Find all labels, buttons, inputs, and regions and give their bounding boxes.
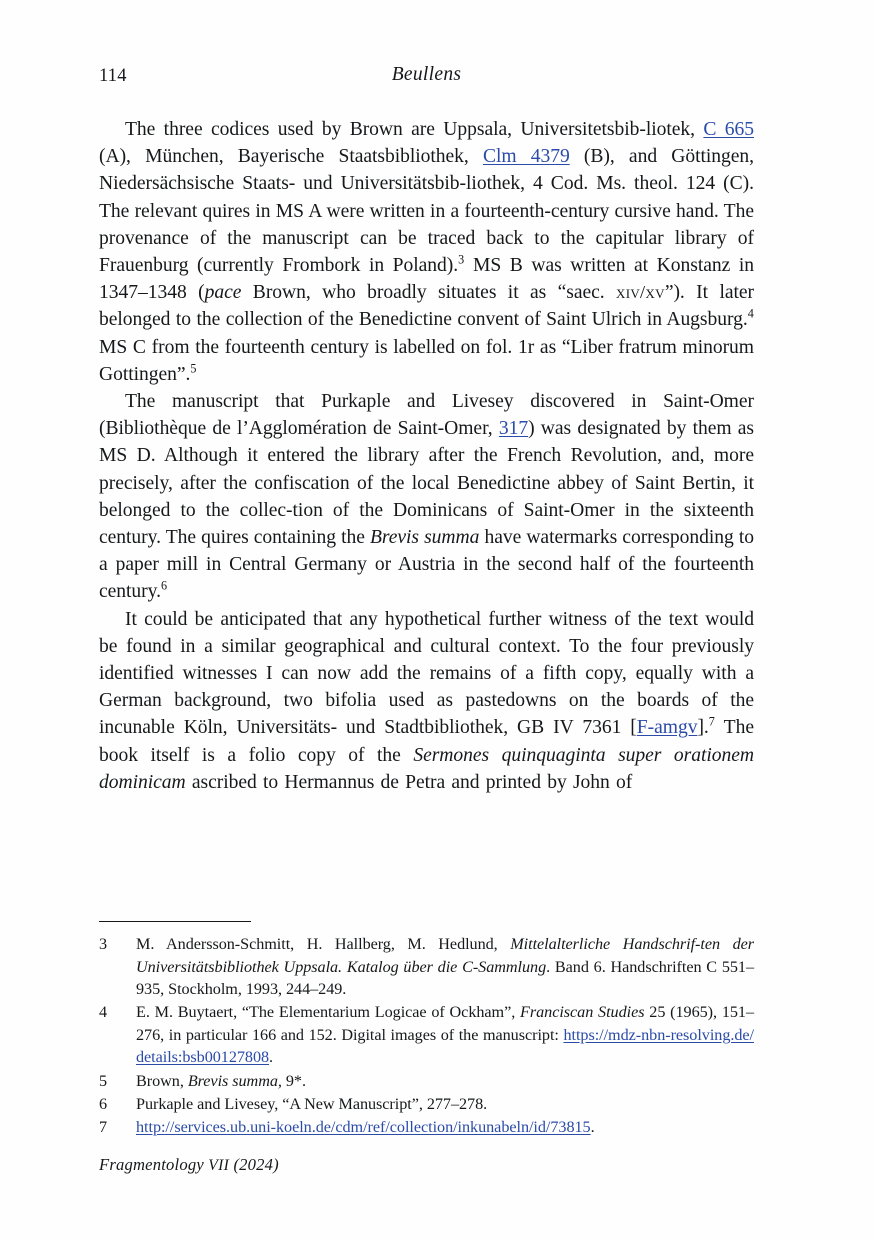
link-clm-4379[interactable]: Clm 4379 [482,146,570,168]
running-foot-journal: Fragmentology [99,1155,204,1174]
paragraph-2-segment-1: The manuscript that Purkaple and Livesey discovered in Saint-Omer (Bibliothèque de l’Agglomération de Saint-Omer, [99,391,754,440]
footnote-6 [99,1093,754,1116]
link-mdz-nbn-resolving[interactable]: https://mdz-nbn-resolving.de/details:bsb00127808 [136,1025,754,1067]
footnote-separator-rule [99,921,251,922]
running-foot [99,1155,754,1175]
footnote-4-number: 4 [99,1003,108,1022]
link-317[interactable]: 317 [498,418,529,440]
paragraph-1-segment-5: Brown, who broadly situates it as “saec. [241,282,617,304]
link-services-ub-uni-koeln[interactable]: http://services.ub.uni-koeln.de/cdm/ref/collection/inkunabeln/id/73815 [136,1117,591,1136]
footnote-3-segment-2: . Band 6. Handschriften C 551–935, Stockholm, 1993, 244–249. [136,957,754,999]
running-foot-volume: VII [208,1157,230,1174]
paragraph-3 [99,606,754,796]
footnote-6-segment-1: Purkaple and Livesey, “A New Manuscript”, 277–278. [136,1094,488,1113]
footnote-4-segment-1: E. M. Buytaert, “The Elementarium Logicae of Ockham”, [136,1003,521,1022]
paragraph-2 [99,388,754,606]
body-text [99,116,754,796]
paragraph-3-segment-1: It could be anticipated that any hypothetical further witness of the text would be found in a similar geographical and cultural context. To the four previously identified witnesses I can now add the remains of a fifth copy, equally with a German background, two bifolia used as pastedowns on the boards of the incunable Köln, Universitäts- und Stadtbibliothek, GB IV 7361 [ [99,608,754,739]
paragraph-1-segment-1: The three codices used by Brown are Uppsala, Universitetsbib-liotek, [125,119,704,140]
paragraph-2-segment-2: ) was designated by them as MS D. Although it entered the library after the French Revolution, and, more precisely, after the confiscation of the local Benedictine abbey of Saint Bertin, it belonged to the collec-tion of the Dominicans of Saint-Omer in the sixteenth century. The quires containing the [99,418,754,549]
link-f-amgv[interactable]: F-amgv [636,717,698,739]
paragraph-1-segment-7: MS C from the fourteenth century is labelled on fol. 1r as “Liber fratrum minorum Gottingen”. [99,336,754,385]
paragraph-3-italic-sermones: Sermones quinquaginta super orationem dominicam [99,744,754,793]
footnote-4-segment-3: . [269,1048,274,1067]
link-c-665[interactable]: C 665 [703,119,755,140]
footnote-5 [99,1070,754,1093]
paragraph-3-segment-3: The book itself is a folio copy of the [99,717,754,766]
page-number: 114 [99,66,127,86]
footnote-4-segment-2: 25 (1965), 151–276, in particular 166 and 152. Digital images of the manuscript: [136,1003,754,1044]
footnote-7 [99,1116,754,1139]
page-content [99,62,754,796]
paragraph-1-italic-pace: pace [204,282,242,304]
footnote-3 [99,933,754,1001]
footnote-5-number: 5 [99,1071,108,1090]
footnotes-section [99,921,754,1139]
footnote-4-italic-journal: Franciscan Studies [520,1003,645,1022]
paragraph-1-segment-2: (A), München, Bayerische Staatsbibliothek, [99,146,483,168]
footnote-ref-7[interactable]: 7 [708,714,716,729]
footnote-5-segment-2: 9*. [281,1071,306,1090]
paragraph-3-segment-2: ]. [697,717,709,739]
footnote-3-segment-1: M. Andersson-Schmitt, H. Hallberg, M. Hedlund, [136,935,511,953]
paragraph-1-segment-3: (B), and Göttingen, Niedersächsische Staats- und Universitätsbib-liothek, 4 Cod. Ms. theol. 124 (C). The relevant quires in MS A were written in a fourteenth-century cursive hand. The provenance of the manuscript can be traced back to the capitular library of Frauenburg (currently Frombork in Poland). [99,146,755,277]
footnote-5-italic-title: Brevis summa, [187,1071,282,1090]
running-foot-year: (2024) [233,1155,279,1174]
footnote-6-number: 6 [99,1094,108,1113]
paragraph-2-italic-brevis-summa: Brevis summa [369,527,480,549]
running-head [99,62,754,104]
paragraph-1-segment-4: MS B was written at Konstanz in 1347–1348 ( [99,255,754,304]
footnote-ref-4[interactable]: 4 [747,306,754,321]
footnote-4 [99,1001,754,1069]
footnote-ref-5[interactable]: 5 [190,361,197,376]
footnote-7-number: 7 [99,1117,108,1136]
footnote-ref-3[interactable]: 3 [458,252,465,267]
footnote-3-number: 3 [99,935,108,953]
footnote-3-italic-title: Mittelalterliche Handschrif-ten der Universitätsbibliothek Uppsala. Katalog über die C-Sammlung [136,935,754,976]
paragraph-1 [99,116,754,388]
footnote-7-segment-2: . [590,1117,595,1136]
footnote-ref-6[interactable]: 6 [160,578,168,593]
paragraph-1-smallcaps-century: xiv/xv [616,282,665,303]
footnote-5-segment-1: Brown, [136,1071,188,1090]
running-head-title: Beullens [391,64,462,85]
paragraph-3-segment-4: ascribed to Hermannus de Petra and printed by John of [185,771,633,793]
paragraph-2-segment-3: have watermarks corresponding to a paper mill in Central Germany or Austria in the second half of the fourteenth century. [99,527,754,603]
paragraph-1-segment-6: ”). It later belonged to the collection of the Benedictine convent of Saint Ulrich in Augsburg. [99,282,755,331]
